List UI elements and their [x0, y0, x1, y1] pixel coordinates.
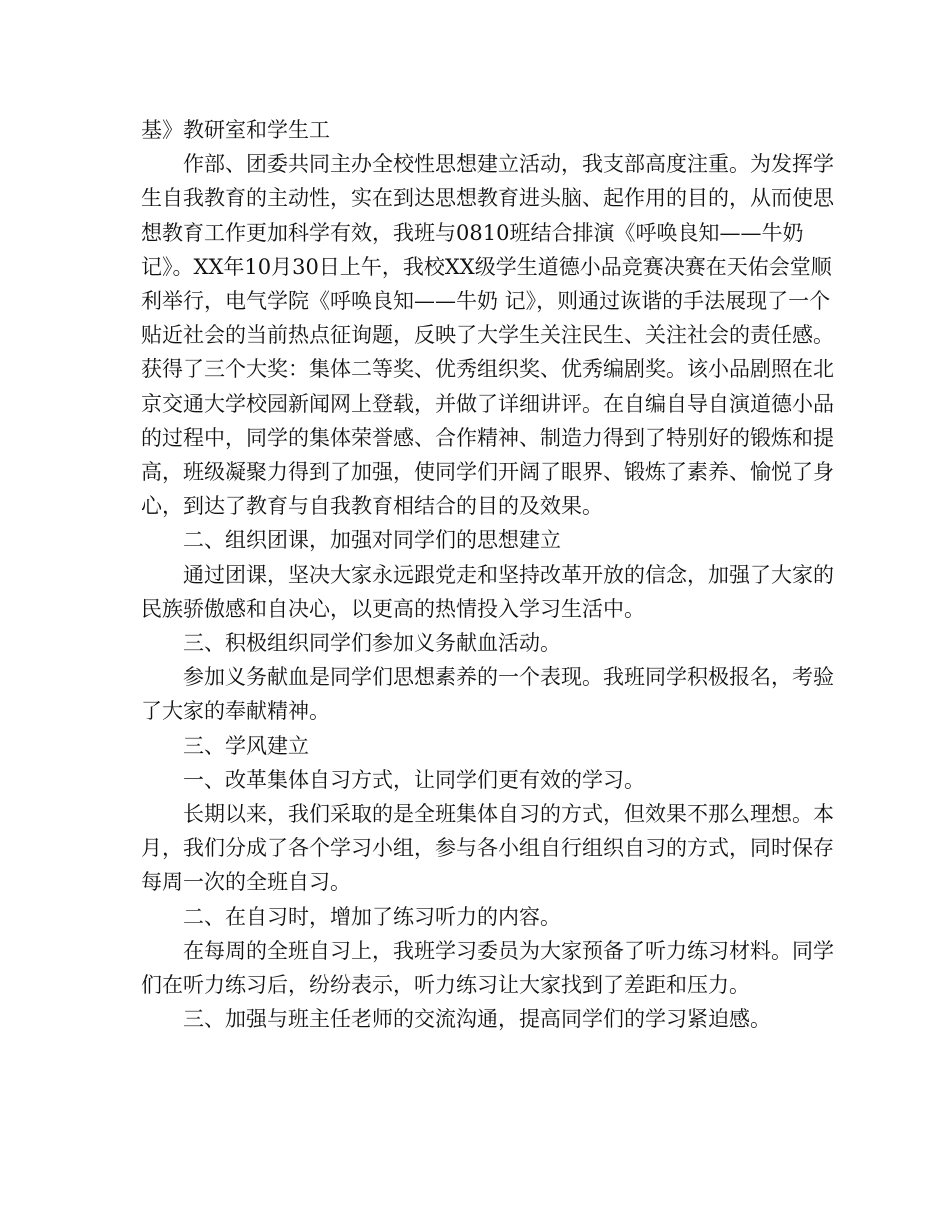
section-heading: 二、组织团课，加强对同学们的思想建立 [183, 528, 561, 553]
paragraph: 长期以来，我们采取的是全班集体自习的方式，但效果不那么理想。本月，我们分成了各个学习小组，参与各小组自行组织自习的方式，同时保存每周一次的全班自习。 [141, 802, 834, 895]
paragraph: 作部、团委共同主办全校性思想建立活动，我支部高度注重。为发挥学生自我教育的主动性，实在到达思想教育进头脑、起作用的目的，从而使思想教育工作更加科学有效，我班与0810班结合排演《呼唤良知——牛奶记》。XX年10月30日上午，我校XX级学生道德小品竞赛决赛在天佑会堂顺利举行，电气学院《呼唤良知——牛奶 记》，则通过诙谐的手法展现了一个贴近社会的当前热点征询题，反映了大学生关注民生、关注社会的责任感。获得了三个大奖：集体二等奖、优秀组织奖、优秀编剧奖。该小品剧照在北京交通大学校园新闻网上登载，并做了详细讲评。在自编自导自演道德小品的过程中，同学的集体荣誉感、合作精神、制造力得到了特别好的锻炼和提高，班级凝聚力得到了加强，使同学们开阔了眼界、锻炼了素养、愉悦了身心，到达了教育与自我教育相结合的目的及效果。 [141, 152, 834, 519]
document-body [141, 113, 841, 1036]
subsection-heading: 一、改革集体自习方式，让同学们更有效的学习。 [183, 767, 645, 792]
paragraph: 基》教研室和学生工 [141, 118, 330, 142]
paragraph: 参加义务献血是同学们思想素养的一个表现。我班同学积极报名，考验了大家的奉献精神。 [141, 665, 834, 724]
paragraph: 在每周的全班自习上，我班学习委员为大家预备了听力练习材料。同学们在听力练习后，纷纷表示，听力练习让大家找到了差距和压力。 [141, 938, 834, 998]
paragraph: 通过团课，坚决大家永远跟党走和坚持改革开放的信念，加强了大家的民族骄傲感和自决心，以更高的热情投入学习生活中。 [141, 562, 834, 621]
subsection-heading: 三、加强与班主任老师的交流沟通，提高同学们的学习紧迫感。 [183, 1007, 771, 1032]
section-heading: 三、学风建立 [183, 733, 309, 758]
section-heading: 三、积极组织同学们参加义务献血活动。 [183, 631, 561, 656]
subsection-heading: 二、在自习时，增加了练习听力的内容。 [183, 904, 561, 929]
